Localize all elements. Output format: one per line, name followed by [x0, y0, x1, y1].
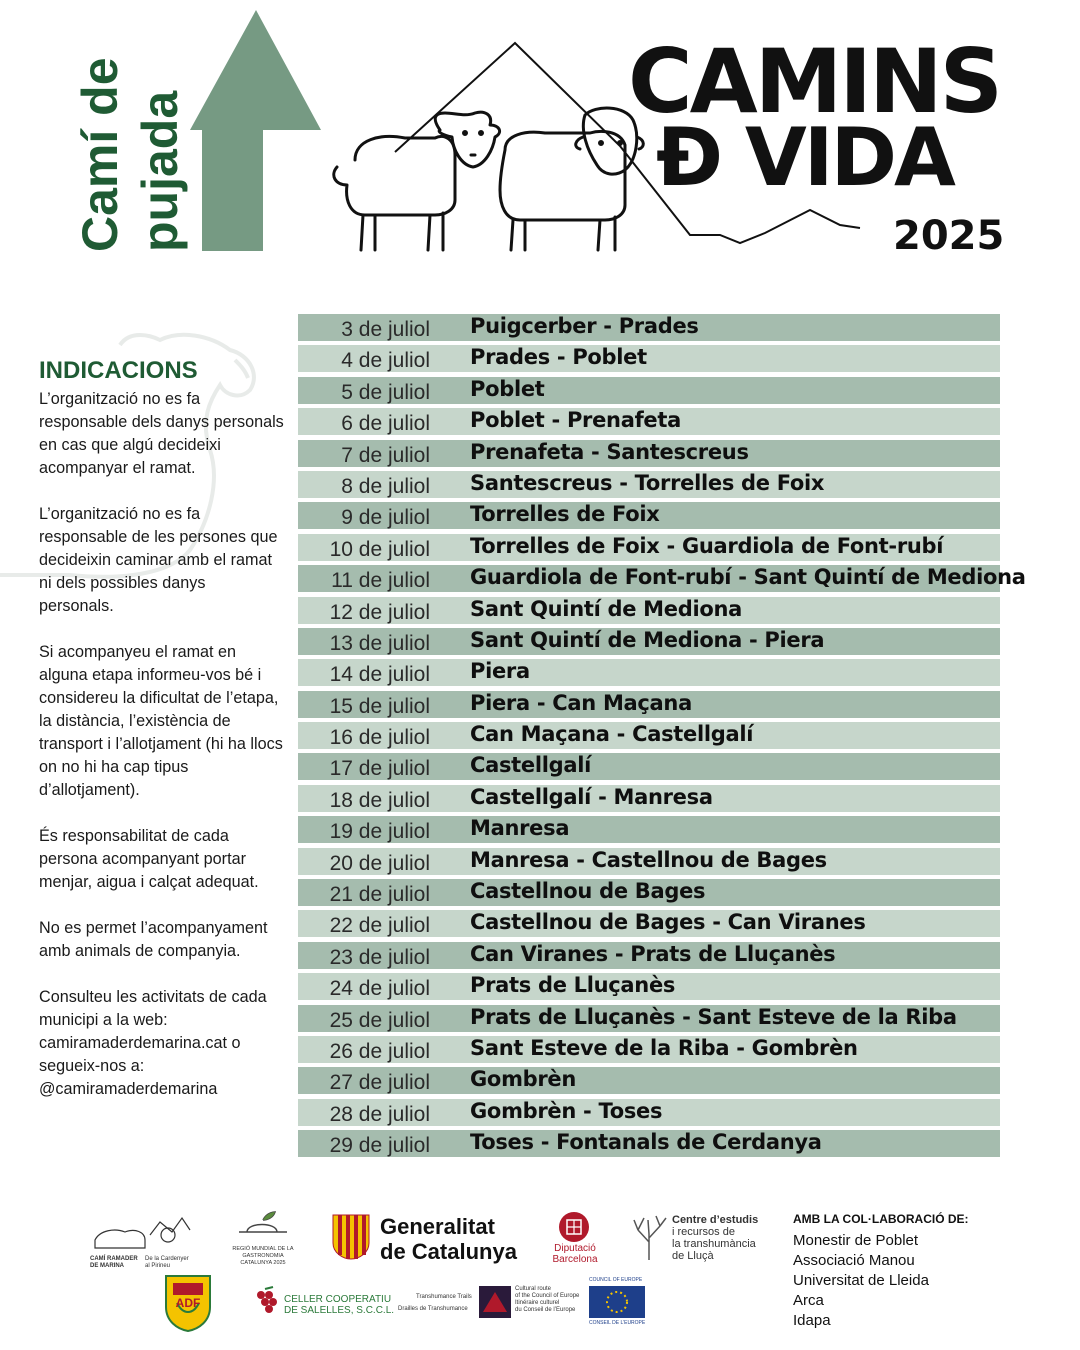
schedule-route: Santescreus - Torrelles de Foix [470, 470, 825, 495]
up-arrow-icon [190, 8, 322, 253]
diputacio-seal-icon [558, 1211, 590, 1243]
schedule-route: Prades - Poblet [470, 345, 647, 370]
indications-title: INDICACIONS [39, 357, 198, 384]
schedule-row [298, 721, 1000, 752]
schedule-row [298, 470, 1000, 501]
schedule-route: Castellgalí [470, 753, 592, 778]
schedule-date: 23 de juliol [329, 945, 430, 969]
brand-title-line1: CAMINS [628, 30, 1001, 133]
schedule-route: Manresa - Castellnou de Bages [470, 847, 827, 872]
schedule-date: 26 de juliol [329, 1039, 430, 1063]
indication-paragraph: L’organització no es fa responsable dels danys personals en cas que algú decideixi acompanyar el ramat. [39, 390, 284, 477]
schedule-route: Guardiola de Font-rubí - Sant Quintí de Mediona [470, 565, 1026, 590]
schedule-route: Puigcerber - Prades [470, 314, 699, 338]
logo-text: al Pirineu [145, 1263, 171, 1269]
schedule-date: 18 de juliol [329, 788, 430, 812]
schedule-route: Can Viranes - Prats de Lluçanès [470, 941, 836, 966]
indication-paragraph: Consulteu les activitats de cada municipi a la web: camiramaderdemarina.cat o segueix-nos a: @camiramaderdemarina [39, 988, 267, 1098]
collaborator: Monestir de Poblet [793, 1232, 919, 1249]
diputacio-name [547, 1243, 603, 1265]
schedule-route: Torrelles de Foix [470, 502, 660, 527]
schedule-date: 8 de juliol [341, 474, 430, 498]
logo-text: Barcelona [552, 1254, 598, 1265]
logo-text: DE MARINA [90, 1263, 124, 1269]
schedule-date: 21 de juliol [329, 883, 430, 907]
collaborator: Idapa [793, 1312, 831, 1329]
section-title [70, 57, 190, 252]
section-title-line2: pujada [132, 90, 188, 252]
collaborator: Associació Manou [793, 1252, 915, 1269]
schedule-date: 3 de juliol [341, 318, 430, 341]
brand-title-line2: Đ VIDA [656, 111, 953, 204]
council-of-europe-flag-icon [589, 1286, 645, 1318]
collaborator: Universitat de Lleida [793, 1272, 929, 1289]
cultural-route-icon [479, 1286, 511, 1318]
logo-text: Itinéraire culturel [515, 1300, 560, 1306]
schedule-row [298, 1066, 1000, 1097]
schedule-row [298, 596, 1000, 627]
schedule-date: 29 de juliol [329, 1134, 430, 1158]
schedule-date: 24 de juliol [329, 977, 430, 1001]
schedule-route: Gombrèn [470, 1067, 577, 1092]
schedule-route: Gombrèn - Toses [470, 1098, 663, 1123]
schedule-row [298, 815, 1000, 846]
schedule-row [298, 439, 1000, 470]
schedule-row [298, 1035, 1000, 1066]
generalitat-shield-icon [331, 1213, 371, 1261]
schedule-row [298, 533, 1000, 564]
brand-year: 2025 [893, 213, 1005, 259]
cami-ramader-tagline [145, 1256, 189, 1270]
gastronomy-region-text [212, 1246, 314, 1267]
section-title-line1: Camí de [72, 57, 128, 252]
schedule-row [298, 376, 1000, 407]
logo-text: Drailles de Transhumance [398, 1306, 468, 1312]
adf-label: ADF [175, 1296, 201, 1310]
logo-text: Transhumance Trails [416, 1294, 472, 1300]
schedule-row [298, 658, 1000, 689]
logo-text: of the Council of Europe [515, 1293, 580, 1299]
schedule-row [298, 564, 1026, 595]
schedule-route: Manresa [470, 816, 570, 841]
schedule-route: Can Maçana - Castellgalí [470, 722, 754, 747]
logo-text: Diputació [554, 1243, 596, 1254]
schedule-row [298, 1004, 1000, 1035]
logo-text: Generalitat [380, 1214, 495, 1239]
cami-ramader-name [90, 1256, 138, 1270]
schedule-date: 11 de juliol [331, 569, 430, 593]
schedule-date: 22 de juliol [329, 914, 430, 938]
schedule-row [298, 1098, 1000, 1129]
indication-paragraph: Si acompanyeu el ramat en alguna etapa informeu-vos bé i considereu la dificultat de l’etapa, la distància, l’existència de transport i l’allotjament (hi ha llocs on no hi ha cap tipus d’allotjament). [39, 643, 283, 799]
logo-text: de Catalunya [380, 1239, 517, 1264]
schedule-date: 27 de juliol [329, 1071, 430, 1095]
schedule-row [298, 752, 1000, 783]
schedule-route: Prats de Lluçanès [470, 973, 676, 998]
schedule-route: Sant Esteve de la Riba - Gombrèn [470, 1035, 858, 1060]
schedule-row [298, 407, 1000, 438]
transhumance-trails-text [398, 1294, 472, 1313]
logo-text: du Conseil de l’Europe [515, 1307, 576, 1313]
cultural-route-text [515, 1286, 579, 1314]
logo-text: De la Cardenyer [145, 1256, 189, 1262]
generalitat-name [380, 1214, 517, 1264]
schedule-row [298, 627, 1000, 658]
schedule-row [298, 909, 1000, 940]
schedule-row [298, 1129, 1000, 1160]
schedule-route: Toses - Fontanals de Cerdanya [470, 1130, 822, 1155]
schedule-route: Castellnou de Bages - Can Viranes [470, 910, 866, 935]
collaboration-block [793, 1209, 969, 1331]
council-europe-bottom-text: CONSEIL DE L’EUROPE [589, 1320, 646, 1326]
schedule-date: 9 de juliol [341, 506, 430, 530]
logo-text: la transhumància [672, 1238, 756, 1250]
schedule-route: Piera - Can Maçana [470, 690, 692, 715]
schedule-date: 10 de juliol [329, 537, 430, 561]
schedule-date: 7 de juliol [341, 443, 430, 467]
schedule-route: Sant Quintí de Mediona - Piera [470, 627, 825, 652]
schedule-route: Castellnou de Bages [470, 879, 706, 904]
schedule-date: 13 de juliol [329, 631, 430, 655]
logo-text: CAMÍ RAMADER [90, 1256, 138, 1262]
centre-estudis-name [672, 1214, 758, 1262]
schedule-route: Torrelles de Foix - Guardiola de Font-rubí [470, 533, 944, 558]
sheep-pair-icon [325, 105, 645, 255]
gastronomy-region-logo-icon [237, 1210, 289, 1242]
tree-icon [630, 1212, 668, 1262]
indication-paragraph: És responsabilitat de cada persona acompanyant portar menjar, aigua i calçat adequat. [39, 827, 259, 891]
schedule-date: 28 de juliol [329, 1102, 430, 1126]
logo-text: CELLER COOPERATIU [284, 1294, 392, 1305]
schedule-row [298, 847, 1000, 878]
logo-text: REGIÓ MUNDIAL DE LA GASTRONOMIA [232, 1246, 294, 1259]
schedule-row [298, 972, 1000, 1003]
schedule-row [298, 313, 1000, 344]
schedule-route: Poblet - Prenafeta [470, 408, 681, 433]
schedule-row [298, 941, 1000, 972]
schedule-date: 14 de juliol [329, 663, 430, 687]
schedule-route: Prats de Lluçanès - Sant Esteve de la Riba [470, 1004, 957, 1029]
indication-paragraph: No es permet l’acompanyament amb animals de companyia. [39, 919, 268, 960]
celler-name [284, 1294, 394, 1316]
schedule-date: 15 de juliol [329, 694, 430, 718]
schedule-date: 25 de juliol [329, 1008, 430, 1032]
schedule-date: 16 de juliol [329, 726, 430, 750]
collaborator: Arca [793, 1292, 824, 1309]
schedule-row [298, 784, 1000, 815]
schedule-row [298, 501, 1000, 532]
council-europe-top-text: COUNCIL OF EUROPE [589, 1277, 643, 1283]
logo-text: Centre d’estudis [672, 1214, 759, 1226]
schedule-date: 20 de juliol [329, 851, 430, 875]
logo-text: CATALUNYA 2025 [240, 1260, 286, 1266]
schedule-route: Poblet [470, 376, 545, 401]
schedule-route: Piera [470, 659, 530, 684]
schedule-date: 5 de juliol [341, 380, 430, 404]
schedule-route: Prenafeta - Santescreus [470, 439, 749, 464]
schedule-date: 17 de juliol [329, 757, 430, 781]
schedule-route: Castellgalí - Manresa [470, 784, 713, 809]
schedule-row [298, 878, 1000, 909]
logo-text: Cultural route [515, 1286, 552, 1292]
schedule-route: Sant Quintí de Mediona [470, 596, 742, 621]
logo-text: de Lluçà [672, 1250, 714, 1262]
indication-paragraph: L’organització no es fa responsable de les persones que decideixin caminar amb el ramat ni dels possibles danys personals. [39, 505, 278, 615]
logo-text: i recursos de [672, 1226, 735, 1238]
collaboration-title: AMB LA COL·LABORACIÓ DE: [793, 1212, 969, 1226]
logo-text: DE SALELLES, S.C.C.L. [284, 1305, 395, 1316]
indications-body [39, 388, 284, 1124]
schedule-row [298, 344, 1000, 375]
schedule-row [298, 690, 1000, 721]
schedule-date: 19 de juliol [329, 820, 430, 844]
schedule-date: 4 de juliol [341, 349, 430, 373]
schedule-table [298, 313, 1026, 1161]
schedule-date: 6 de juliol [341, 412, 430, 436]
schedule-date: 12 de juliol [329, 600, 430, 624]
grapes-icon [253, 1285, 281, 1317]
